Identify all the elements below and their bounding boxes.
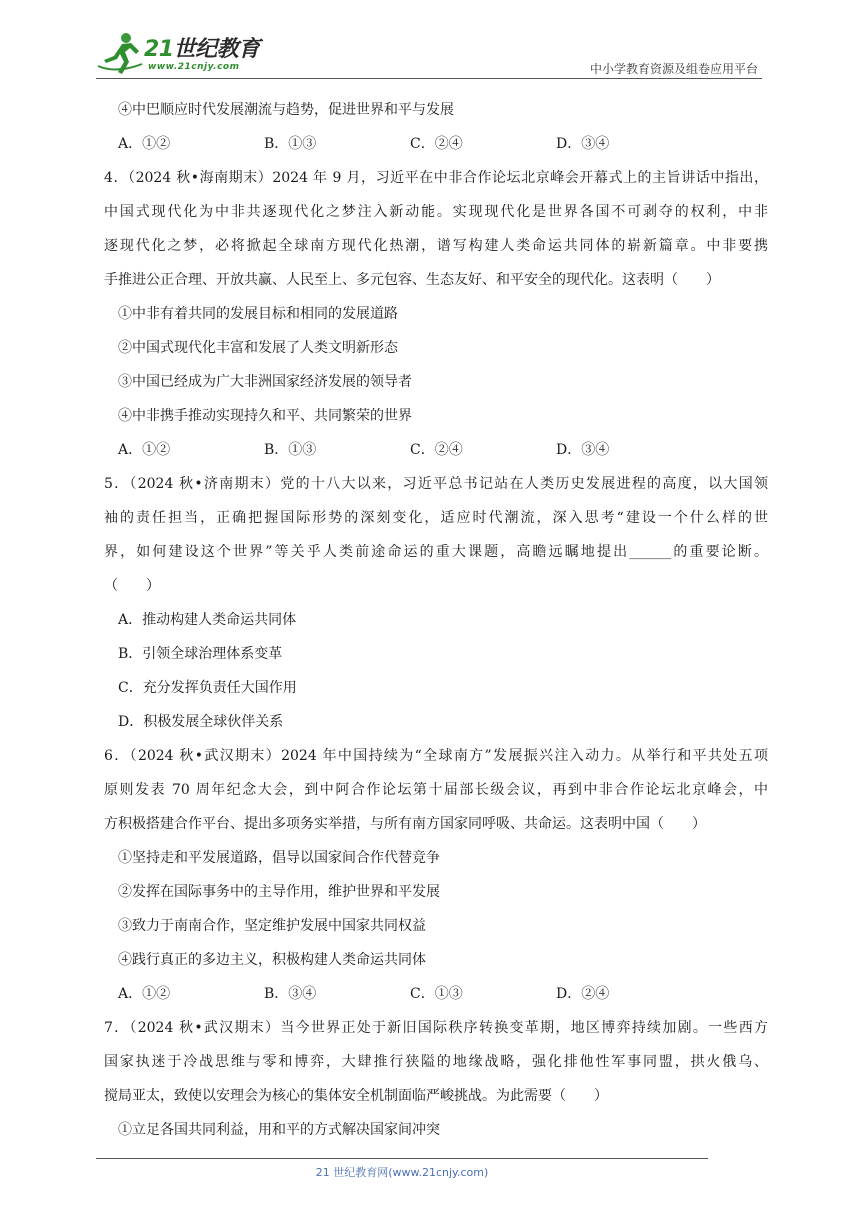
- question-stem-line: 搅局亚太，致使以安理会为核心的集体安全机制面临严峻挑战。为此需要（ ）: [104, 1088, 608, 1104]
- question-stem-line: 逐现代化之梦，必将掀起全球南方现代化热潮，谱写构建人类命运共同体的崭新篇章。中非要携: [104, 238, 768, 254]
- site-logo[interactable]: [96, 30, 266, 78]
- answer-option: C．②④: [410, 136, 463, 152]
- question-stem-line: 袖的责任担当，正确把握国际形势的深刻变化，适应时代潮流，深入思考“建设一个什么样的世: [104, 510, 768, 526]
- answer-option: B．③④: [264, 986, 317, 1002]
- option-line: ③中国已经成为广大非洲国家经济发展的领导者: [118, 374, 412, 390]
- question-stem-line: 6．（2024 秋•武汉期末）2024 年中国持续为“全球南方”发展振兴注入动力。从举行和平共处五项: [104, 748, 768, 764]
- question-stem-line: 5．（2024 秋•济南期末）党的十八大以来，习近平总书记站在人类历史发展进程的高度，以大国领: [104, 476, 768, 492]
- header-divider: [96, 78, 762, 79]
- answer-options-row: [118, 984, 768, 1004]
- option-line: ④中巴顺应时代发展潮流与趋势，促进世界和平与发展: [118, 102, 454, 118]
- answer-option: B．①③: [264, 136, 317, 152]
- answer-option: D．③④: [556, 136, 610, 152]
- runner-logo-icon: [96, 30, 146, 76]
- question-stem-line: 中国式现代化为中非共逐现代化之梦注入新动能。实现现代化是世界各国不可剥夺的权利，中非: [104, 204, 768, 220]
- answer-option: B．①③: [264, 442, 317, 458]
- option-line: ①立足各国共同利益，用和平的方式解决国家间冲突: [118, 1122, 440, 1138]
- answer-options-row: [118, 134, 768, 154]
- answer-options-row: [118, 440, 768, 460]
- option-line: ③致力于南南合作，坚定维护发展中国家共同权益: [118, 918, 426, 934]
- answer-option: D．③④: [556, 442, 610, 458]
- question-content: [104, 100, 768, 1154]
- question-stem-line: 4．（2024 秋•海南期末）2024 年 9 月，习近平在中非合作论坛北京峰会开幕式上的主旨讲话中指出，: [104, 170, 768, 186]
- logo-url: www.21cnjy.com: [148, 62, 240, 72]
- option-line: B．引领全球治理体系变革: [118, 646, 283, 662]
- option-line: C．充分发挥负责任大国作用: [118, 680, 297, 696]
- question-stem-line: （ ）: [104, 578, 160, 594]
- page-header: [96, 30, 762, 78]
- answer-option: C．②④: [410, 442, 463, 458]
- option-line: ①坚持走和平发展道路，倡导以国家间合作代替竞争: [118, 850, 440, 866]
- option-line: ④践行真正的多边主义，积极构建人类命运共同体: [118, 952, 426, 968]
- option-line: ②中国式现代化丰富和发展了人类文明新形态: [118, 340, 398, 356]
- answer-option: A．①②: [118, 136, 171, 152]
- option-line: ④中非携手推动实现持久和平、共同繁荣的世界: [118, 408, 412, 424]
- question-stem-line: 国家执迷于冷战思维与零和博弈，大肆推行狭隘的地缘战略，强化排他性军事同盟，拱火俄乌、: [104, 1054, 768, 1070]
- option-line: A．推动构建人类命运共同体: [118, 612, 297, 628]
- option-line: ②发挥在国际事务中的主导作用，维护世界和平发展: [118, 884, 440, 900]
- answer-option: D．②④: [556, 986, 610, 1002]
- question-stem-line: 7．（2024 秋•武汉期末）当今世界正处于新旧国际秩序转换变革期，地区博弈持续加剧。一些西方: [104, 1020, 768, 1036]
- answer-option: A．①②: [118, 442, 171, 458]
- option-line: ①中非有着共同的发展目标和相同的发展道路: [118, 306, 398, 322]
- footer-text[interactable]: 21 世纪教育网(www.21cnjy.com): [315, 1166, 489, 1179]
- question-stem-line: 原则发表 70 周年纪念大会，到中阿合作论坛第十届部长级会议，再到中非合作论坛北京峰会，中: [104, 782, 768, 798]
- logo-title: 21世纪教育: [144, 37, 260, 62]
- platform-name: 中小学教育资源及组卷应用平台: [589, 62, 758, 76]
- question-stem-line: 方积极搭建合作平台、提出多项务实举措，与所有南方国家同呼吸、共命运。这表明中国（ ）: [104, 816, 706, 832]
- option-line: D．积极发展全球伙伴关系: [118, 714, 284, 730]
- answer-option: A．①②: [118, 986, 171, 1002]
- question-stem-line: 界，如何建设这个世界”等关乎人类前途命运的重大课题，高瞻远瞩地提出______的重要论断。: [104, 544, 768, 560]
- answer-option: C．①③: [410, 986, 463, 1002]
- footer-divider: [96, 1158, 708, 1159]
- question-stem-line: 手推进公正合理、开放共赢、人民至上、多元包容、生态友好、和平安全的现代化。这表明（ ）: [104, 272, 720, 288]
